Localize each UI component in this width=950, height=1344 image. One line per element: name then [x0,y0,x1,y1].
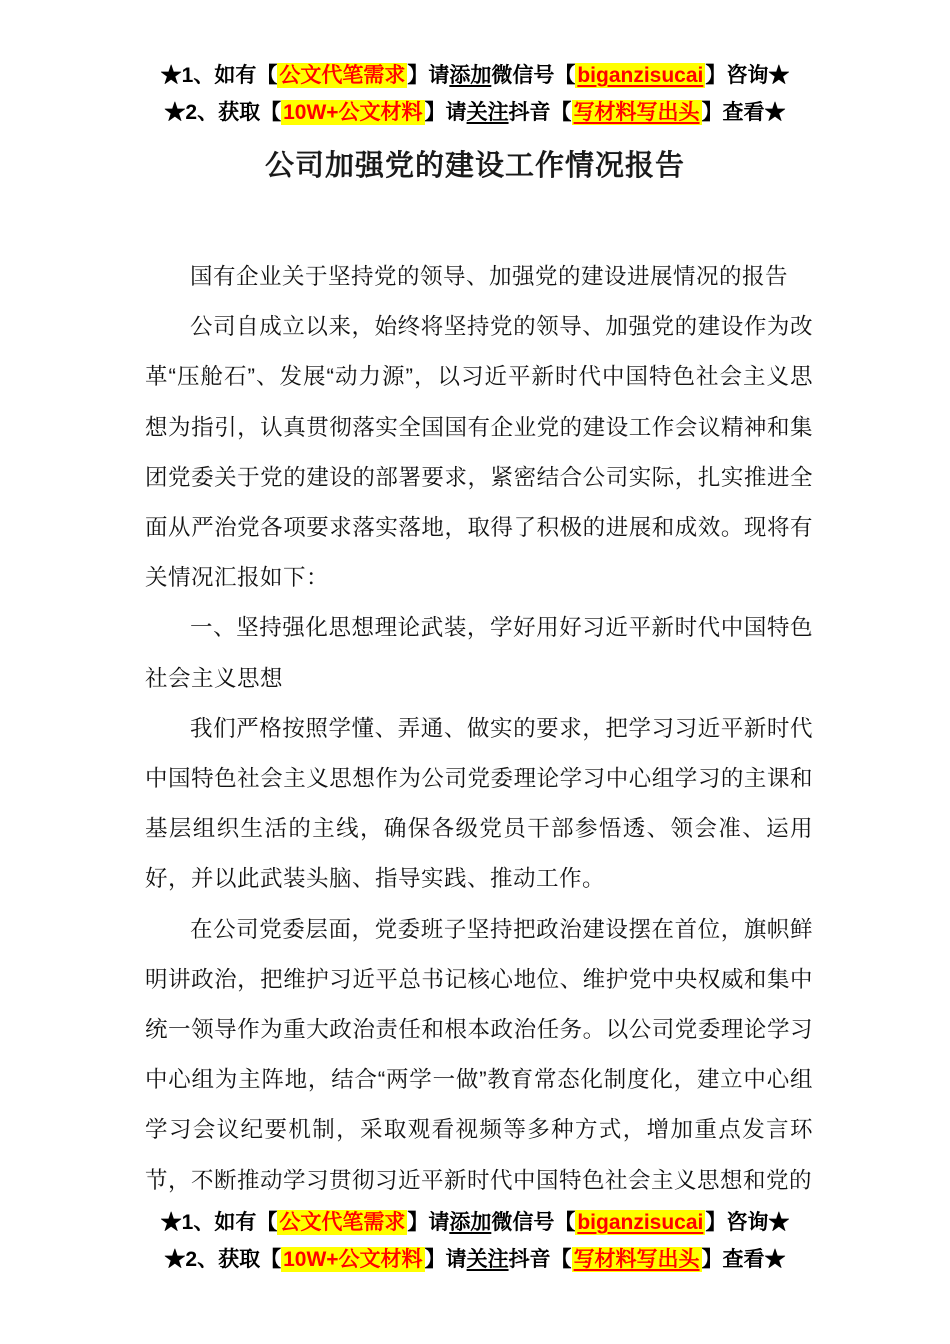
promo1-mid2: 微信号【 [491,64,576,87]
promo1-underline-add: 添加 [449,64,492,87]
document-body [0,252,950,1206]
promo2-highlight-materials: 10W+公文材料 [283,1248,423,1271]
promo2-underline-follow: 关注 [466,101,509,124]
promo2-mid2: 抖音【 [508,1248,572,1271]
promo-line-1 [0,57,950,94]
promo2-prefix: ★2、获取【 [164,1248,282,1271]
promo2-mid1: 】请 [424,101,467,124]
promo2-highlight-douyin-id: 写材料写出头 [573,1248,700,1271]
promo1-underline-add: 添加 [449,1211,492,1234]
promo-line-1 [0,1204,950,1241]
promo2-mid1: 】请 [424,1248,467,1271]
header-promo [0,0,950,131]
promo-line-2 [0,1241,950,1278]
paragraph-report-subtitle: 国有企业关于坚持党的领导、加强党的建设进展情况的报告 [190,264,789,289]
promo2-mid2: 抖音【 [508,101,572,124]
paragraph-intro: 公司自成立以来，始终将坚持党的领导、加强党的建设作为改革“压舱石”、发展“动力源”，以习近平新时代中国特色社会主义思想为指引，认真贯彻落实全国国有企业党的建设工作会议精神和集团党委关于党的建设的部署要求，紧密结合公司实际，扎实推进全面从严治党各项要求落实落地，取得了积极的进展和成效。现将有关情况汇报如下： [145,314,813,591]
promo2-highlight-materials: 10W+公文材料 [283,101,423,124]
promo1-suffix: 】咨询★ [705,64,790,87]
promo1-suffix: 】咨询★ [705,1211,790,1234]
promo-line-2 [0,94,950,131]
promo1-mid2: 微信号【 [491,1211,576,1234]
paragraph-section-1-body-2: 在公司党委层面，党委班子坚持把政治建设摆在首位，旗帜鲜明讲政治，把维护习近平总书记核心地位、维护党中央权威和集中统一领导作为重大政治责任和根本政治任务。以公司党委理论学习中心组为主阵地，结合“两学一做”教育常态化制度化，建立中心组学习会议纪要机制，采取观看视频等多种方式，增加重点发言环节，不断推动学习贯彻习近平新时代中国特色社会主义思想和党的 [145,916,813,1193]
promo2-suffix: 】查看★ [701,1248,786,1271]
promo2-prefix: ★2、获取【 [164,101,282,124]
promo1-highlight-service: 公文代笔需求 [279,64,406,87]
promo2-suffix: 】查看★ [701,101,786,124]
paragraph-section-1-heading: 一、坚持强化思想理论武装，学好用好习近平新时代中国特色社会主义思想 [145,615,813,691]
promo1-mid1: 】请 [407,64,450,87]
promo2-underline-follow: 关注 [466,1248,509,1271]
paragraph-section-1-body-1: 我们严格按照学懂、弄通、做实的要求，把学习习近平新时代中国特色社会主义思想作为公司党委理论学习中心组学习的主课和基层组织生活的主线，确保各级党员干部参悟透、领会准、运用好，并以此武装头脑、指导实践、推动工作。 [145,715,813,892]
footer-promo [0,1204,950,1278]
promo1-prefix: ★1、如有【 [160,64,278,87]
promo1-highlight-service: 公文代笔需求 [279,1211,406,1234]
promo1-mid1: 】请 [407,1211,450,1234]
promo1-highlight-wechat-id: biganzisucai [577,1211,704,1234]
promo2-highlight-douyin-id: 写材料写出头 [573,101,700,124]
promo1-highlight-wechat-id: biganzisucai [577,64,704,87]
promo1-prefix: ★1、如有【 [160,1211,278,1234]
document-title: 公司加强党的建设工作情况报告 [264,150,685,182]
